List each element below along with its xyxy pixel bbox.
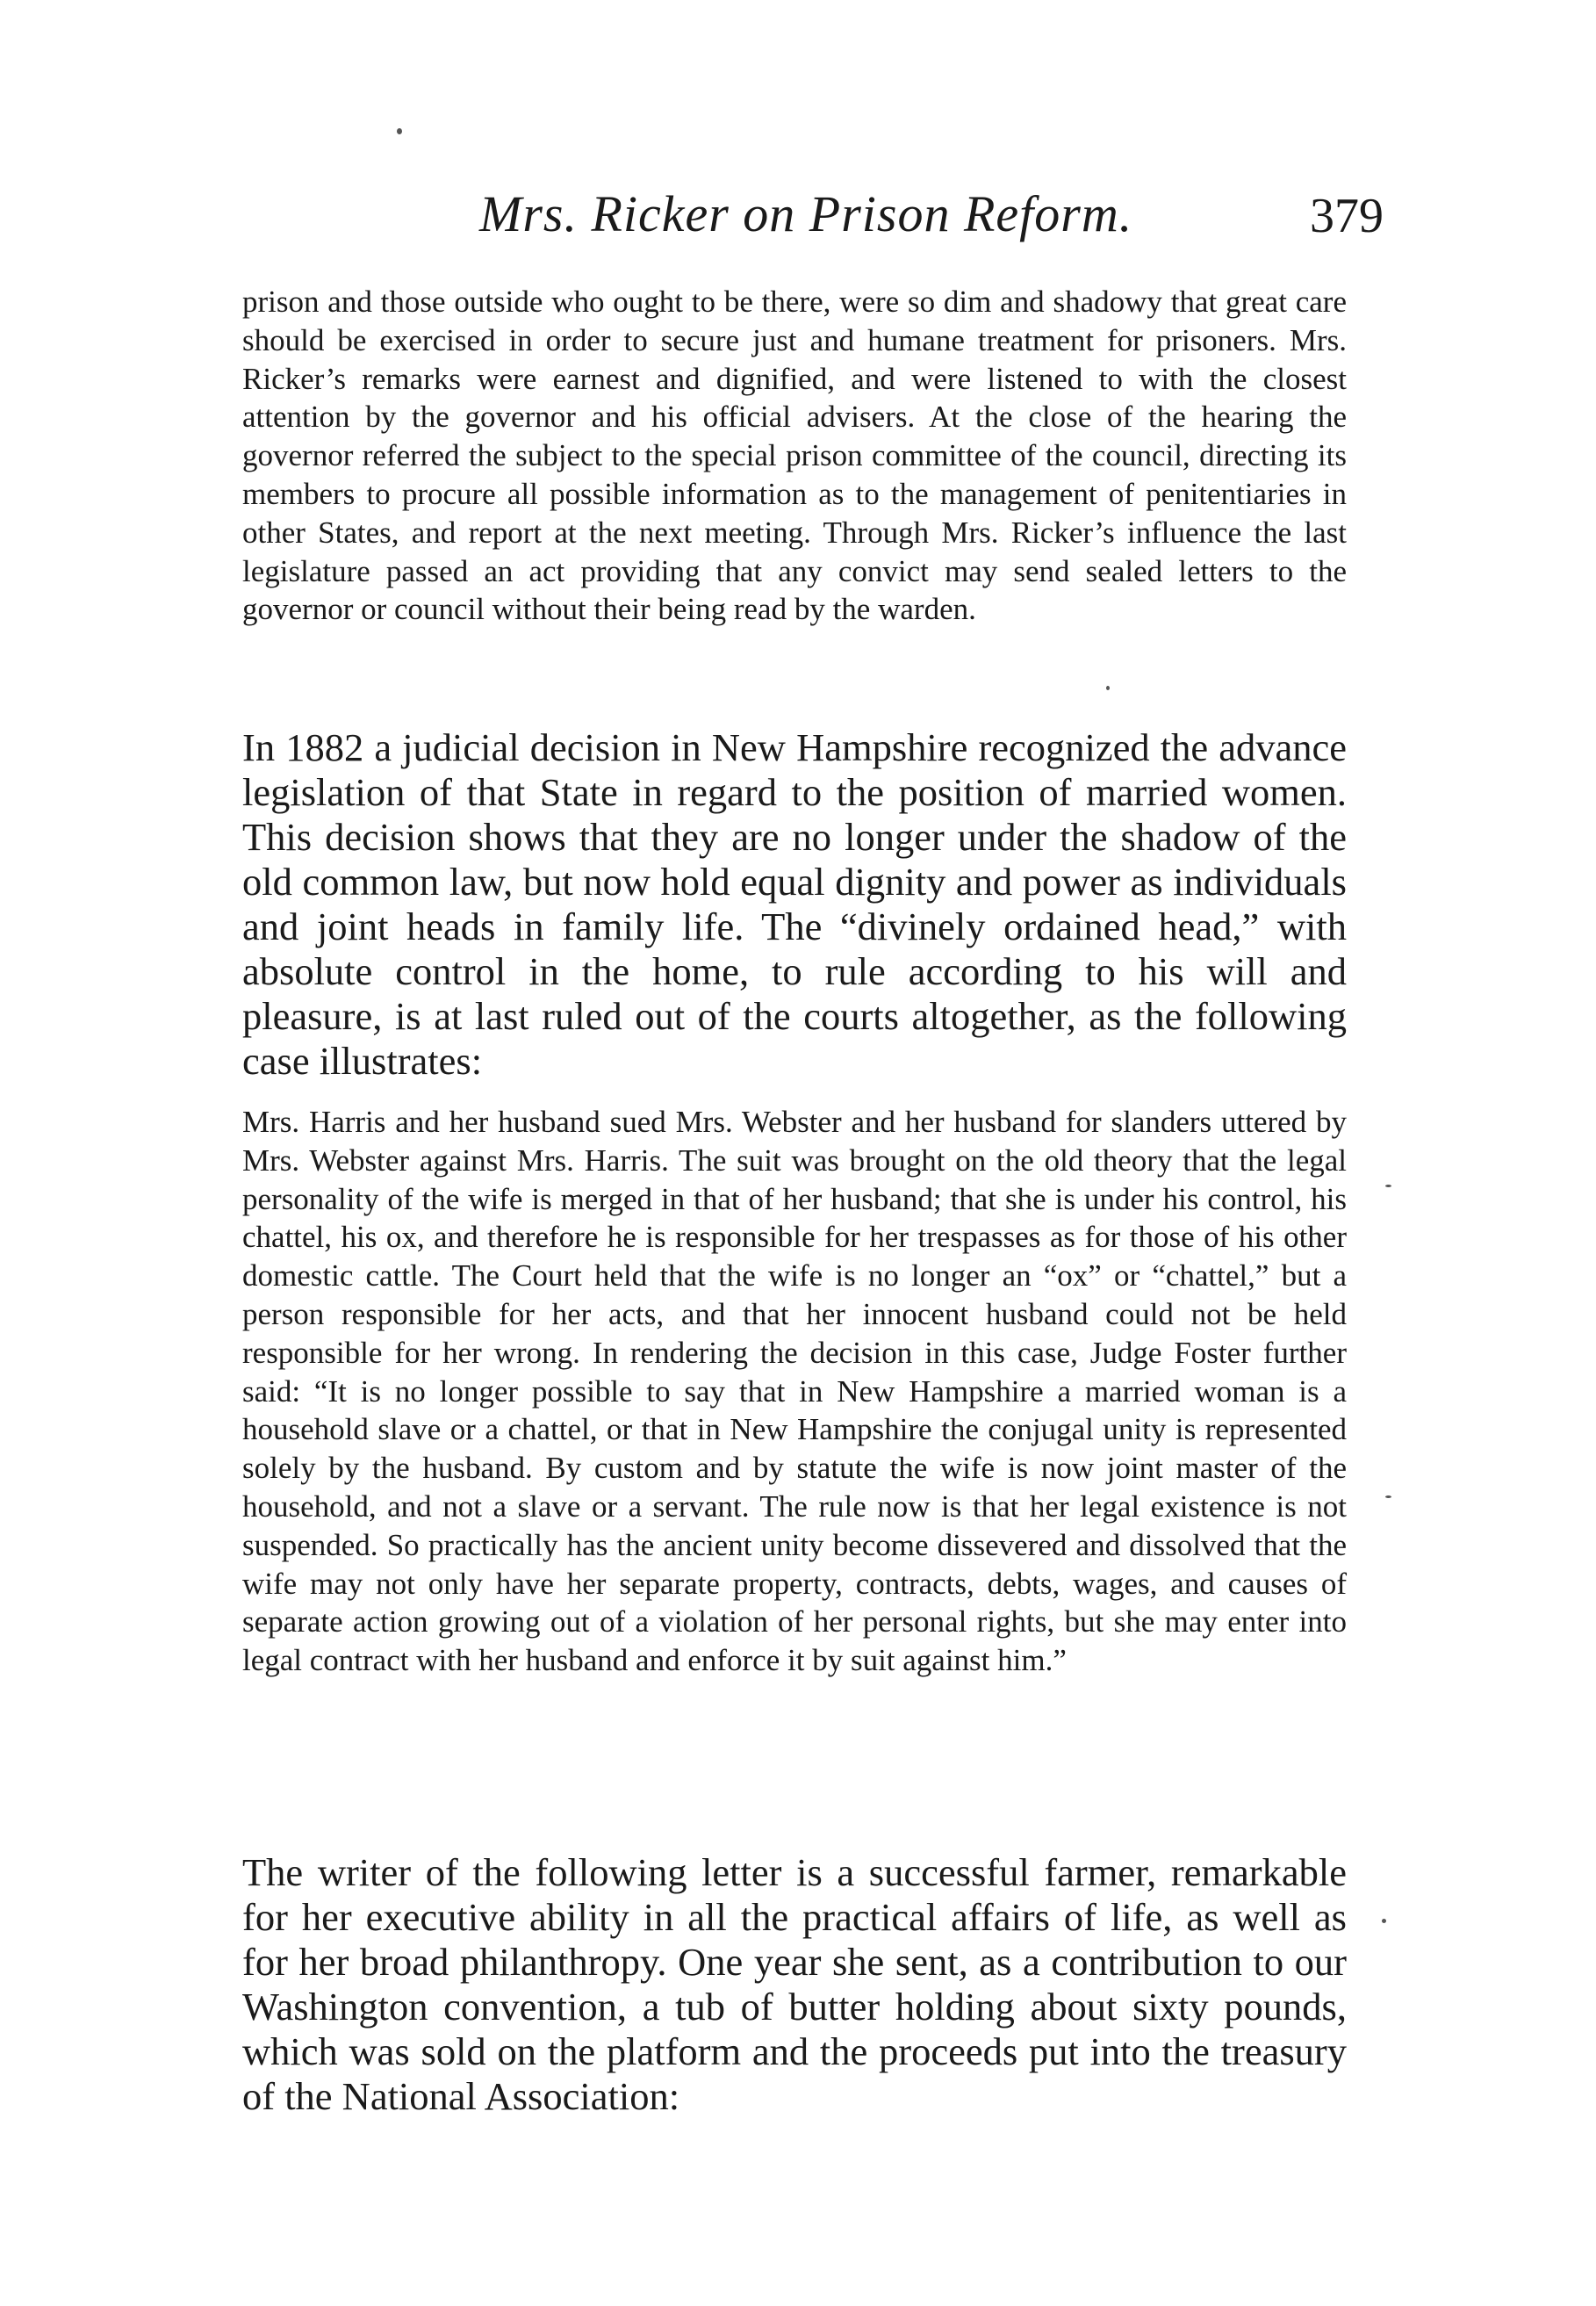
scan-speck: [397, 128, 402, 134]
scan-speck: [1385, 1185, 1391, 1187]
paragraph-farmer-letter-intro: The writer of the following letter is a successful farmer, remarkable for her executive ability in all the practical affairs of life, as well as for her broad philanthropy. One year she sent, as a contribution to our Washington convention, a tub of butter holding about sixty pounds, which was sold on the platform and the proceeds put into the treasury of the National Association:: [242, 1850, 1347, 2118]
page-number: 379: [1310, 189, 1384, 243]
scan-speck: [1106, 686, 1110, 690]
scan-speck: [1385, 1495, 1391, 1498]
scan-speck: [1382, 1919, 1386, 1923]
paragraph-judicial-decision: In 1882 a judicial decision in New Hampshire recognized the advance legislation of that State in regard to the position of married women. This decision shows that they are no longer under the shadow of the old common law, but now hold equal dignity and power as individuals and joint heads in family life. The “divinely ordained head,” with absolute control in the home, to rule according to his will and pleasure, is at last ruled out of the courts altogether, as the following case illustrates:: [242, 725, 1347, 1083]
quote-harris-v-webster: Mrs. Harris and her husband sued Mrs. Webster and her husband for slanders uttered by Mrs. Webster against Mrs. Harris. The suit was brought on the old theory that the legal personality of the wife is merged in that of her husband; that she is under his control, his chattel, his ox, and therefore he is responsible for her trespasses as for those of his other domestic cattle. The Court held that the wife is no longer an “ox” or “chattel,” but a person responsible for her acts, and that her innocent husband could not be held responsible for her wrong. In rendering the decision in this case, Judge Foster further said: “It is no longer possible to say that in New Hampshire a married woman is a household slave or a chattel, or that in New Hampshire the conjugal unity is represented solely by the husband. By custom and by statute the wife is now joint master of the household, and not a slave or a servant. The rule now is that her legal existence is not suspended. So practically has the ancient unity become dissevered and dissolved that the wife may not only have her separate property, contracts, debts, wages, and causes of separate action growing out of a violation of her personal rights, but she may enter into legal contract with her husband and enforce it by suit against him.”: [242, 1105, 1347, 1678]
running-head: [242, 184, 1384, 263]
paragraph-prison-letters: prison and those outside who ought to be there, were so dim and shadowy that great care should be exercised in order to secure just and humane treatment for prisoners. Mrs. Ricker’s remarks were earnest and dignified, and were listened to with the closest attention by the governor and his official advisers. At the close of the hearing the governor referred the subject to the special prison committee of the council, directing its members to procure all possible information as to the management of penitentiaries in other States, and report at the next meeting. Through Mrs. Ricker’s influence the last legislature passed an act providing that any convict may send sealed letters to the governor or council without their being read by the warden.: [242, 285, 1347, 627]
running-title: Mrs. Ricker on Prison Reform.: [479, 185, 1133, 242]
